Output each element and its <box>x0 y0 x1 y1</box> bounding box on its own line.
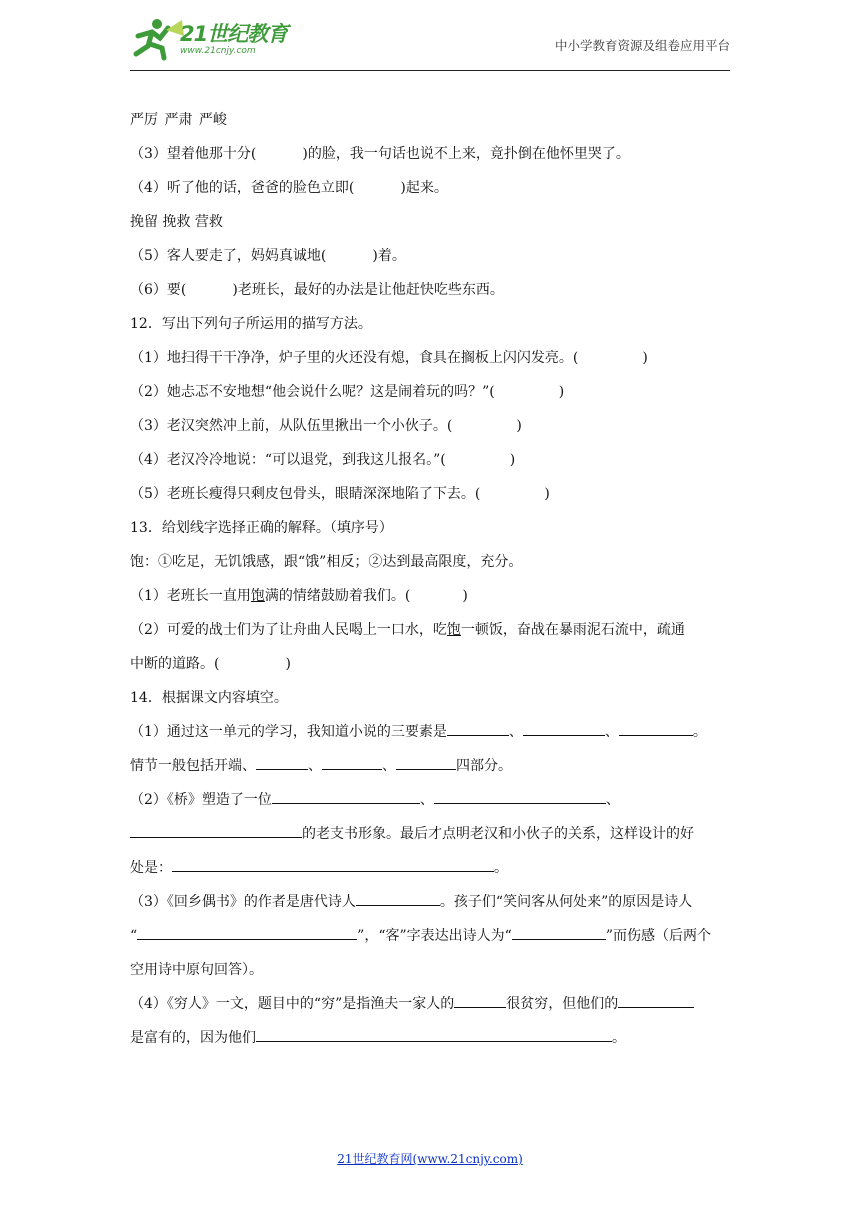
page-footer <box>0 1150 860 1167</box>
question-text: （1）老班长一直用 <box>130 588 251 604</box>
question-14-1 <box>130 715 730 749</box>
question-13-title: 13．给划线字选择正确的解释。（填序号） <box>130 520 393 536</box>
question-12-4 <box>130 443 730 477</box>
question-text: （4）老汉冷冷地说：“可以退党，到我这儿报名。”( <box>130 452 446 468</box>
question-text: ”，“客”字表达出诗人为“ <box>357 928 512 944</box>
word-choices-2: 挽留 挽救 营救 <box>130 214 223 230</box>
question-14-2-cont <box>130 817 730 851</box>
fill-line[interactable] <box>618 989 694 1008</box>
fill-line[interactable] <box>256 1023 612 1042</box>
period: 。 <box>692 724 707 740</box>
question-text: （3）老汉突然冲上前，从队伍里揪出一个小伙子。( <box>130 418 453 434</box>
question-text: （1）地扫得干干净净，炉子里的火还没有熄，食具在搁板上闪闪发亮。( <box>130 350 579 366</box>
question-text: （5）客人要走了，妈妈真诚地( <box>130 248 327 264</box>
question-text: 情节一般包括开端、 <box>130 758 256 774</box>
question-text: （1）通过这一单元的学习，我知道小说的三要素是 <box>130 724 447 740</box>
site-logo[interactable] <box>130 14 300 64</box>
question-text: 四部分。 <box>456 758 512 774</box>
question-text: ”而伤感（后两个 <box>605 928 711 944</box>
question-12-5 <box>130 477 730 511</box>
question-text: 满的情绪鼓励着我们。( <box>264 588 411 604</box>
fill-line[interactable] <box>256 751 308 770</box>
question-text: 中断的道路。( <box>130 656 220 672</box>
question-text: （2）她忐忑不安地想“他会说什么呢？这是闹着玩的吗？”( <box>130 384 495 400</box>
footer-link[interactable]: 21世纪教育网(www.21cnjy.com) <box>337 1152 523 1166</box>
close-paren: ) <box>509 452 516 468</box>
question-text: 很贫穷，但他们的 <box>506 996 619 1012</box>
period: 。 <box>612 1030 626 1046</box>
question-text: 一顿饭，奋战在暴雨泥石流中，疏通 <box>460 622 685 638</box>
question-14-3-cont <box>130 919 730 953</box>
fill-line[interactable] <box>396 751 456 770</box>
question-14-1-cont <box>130 749 730 783</box>
logo-url: www.21cnjy.com <box>180 46 256 56</box>
underlined-char: 饱 <box>250 588 265 604</box>
question-13-2 <box>130 613 730 647</box>
question-text: )的脸，我一句话也说不上来，竟扑倒在他怀里哭了。 <box>302 146 630 162</box>
question-text: 。孩子们“笑问客从何处来”的原因是诗人 <box>439 894 693 910</box>
separator: 、 <box>508 724 523 740</box>
question-text: （4）《穷人》一文，题目中的“穷”是指渔夫一家人的 <box>130 996 455 1012</box>
separator: 、 <box>605 792 620 808</box>
page-header <box>130 10 730 71</box>
close-paren: ) <box>285 656 291 672</box>
question-text: )老班长，最好的办法是让他赶快吃些东西。 <box>232 282 504 298</box>
question-text: （2）《桥》塑造了一位 <box>130 792 272 808</box>
close-paren: ) <box>544 486 550 502</box>
question-13-2-cont <box>130 647 730 681</box>
question-13-definition: 饱：①吃足，无饥饿感，跟“饿”相反；②达到最高限度，充分。 <box>130 554 523 570</box>
logo-text: 21世纪教育 <box>180 22 288 46</box>
close-paren: ) <box>462 588 468 604</box>
question-text: （4）听了他的话，爸爸的脸色立即( <box>130 180 355 196</box>
fill-line[interactable] <box>356 887 440 906</box>
question-14-4 <box>130 987 730 1021</box>
fill-line[interactable] <box>454 989 506 1008</box>
fill-line[interactable] <box>523 717 605 736</box>
question-text: 是富有的，因为他们 <box>130 1030 256 1046</box>
close-paren: ) <box>516 418 522 434</box>
separator: 、 <box>604 724 619 740</box>
fill-line[interactable] <box>447 717 509 736</box>
close-paren: ) <box>642 350 648 366</box>
question-13-1 <box>130 579 730 613</box>
close-paren: ) <box>558 384 565 400</box>
question-14-title: 14．根据课文内容填空。 <box>130 690 288 706</box>
underlined-char: 饱 <box>446 622 461 638</box>
question-12-title: 12．写出下列句子所运用的描写方法。 <box>130 316 372 332</box>
question-12-1 <box>130 341 730 375</box>
fill-line[interactable] <box>512 921 606 940</box>
fill-line[interactable] <box>272 785 420 804</box>
separator: 、 <box>308 758 322 774</box>
period: 。 <box>494 860 508 876</box>
question-14-2 <box>130 783 730 817</box>
question-text: （3）《回乡偶书》的作者是唐代诗人 <box>130 894 356 910</box>
question-text: （6）要( <box>130 282 187 298</box>
question-11-4 <box>130 171 730 205</box>
question-text: “ <box>130 928 138 944</box>
question-14-3-cont2: 空用诗中原句回答）。 <box>130 962 263 978</box>
question-11-3 <box>130 137 730 171</box>
question-text: )起来。 <box>400 180 448 196</box>
fill-line[interactable] <box>619 717 693 736</box>
fill-line[interactable] <box>130 819 302 838</box>
exercise-content <box>130 103 730 1055</box>
fill-line[interactable] <box>434 785 606 804</box>
separator: 、 <box>382 758 396 774</box>
fill-line[interactable] <box>322 751 382 770</box>
question-14-4-cont <box>130 1021 730 1055</box>
question-14-2-cont2 <box>130 851 730 885</box>
platform-name: 中小学教育资源及组卷应用平台 <box>554 38 730 53</box>
question-11-6 <box>130 273 730 307</box>
fill-line[interactable] <box>172 853 494 872</box>
question-11-5 <box>130 239 730 273</box>
question-text: 处是： <box>130 860 172 876</box>
question-text: )着。 <box>372 248 406 264</box>
question-12-3 <box>130 409 730 443</box>
separator: 、 <box>419 792 434 808</box>
question-14-3 <box>130 885 730 919</box>
fill-line[interactable] <box>137 921 357 940</box>
question-text: （3）望着他那十分( <box>130 146 257 162</box>
question-text: 的老支书形象。最后才点明老汉和小伙子的关系，这样设计的好 <box>302 826 694 842</box>
word-choices-1: 严厉 严肃 严峻 <box>130 112 227 128</box>
question-text: （5）老班长瘦得只剩皮包骨头，眼睛深深地陷了下去。( <box>130 486 481 502</box>
question-12-2 <box>130 375 730 409</box>
question-text: （2）可爱的战士们为了让舟曲人民喝上一口水，吃 <box>130 622 447 638</box>
